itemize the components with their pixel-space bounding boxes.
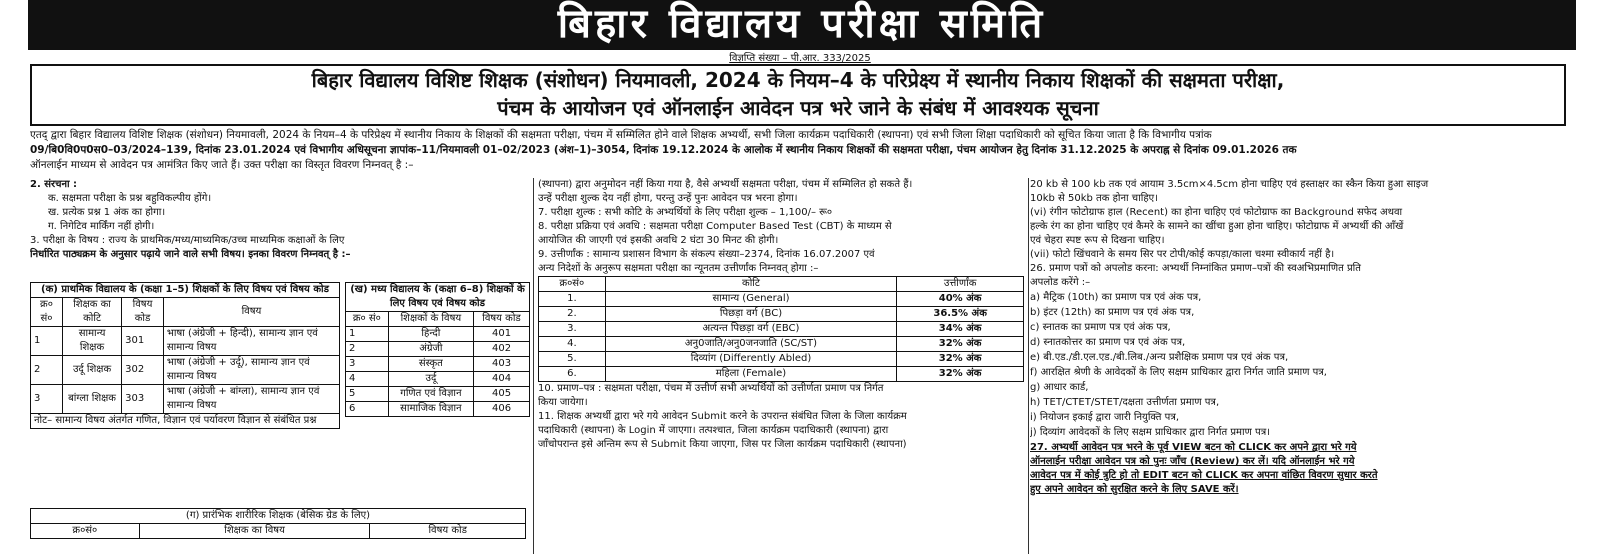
cell: बांग्ला शिक्षक: [62, 385, 121, 414]
cell: उर्दू शिक्षक: [62, 356, 121, 385]
table-row: [31, 327, 340, 356]
cell: 32% अंक: [897, 367, 1024, 382]
table-row: [539, 367, 1024, 382]
item-vi: (vi) रंगीन फोटोग्राफ हाल (Recent) का होना चाहिए एवं फोटोग्राफ का Background सफेद अथवा: [1030, 207, 1403, 218]
table-row: [539, 322, 1024, 337]
col-header: क्र० सं०: [346, 312, 389, 327]
section-11b: पदाधिकारी (स्थापना) के Login में जाएगा। तत्पश्चात, जिला कार्यक्रम पदाधिकारी (स्थापना) द्वारा: [538, 425, 889, 436]
item-vi-b: हल्के रंग का होना चाहिए एवं कैमरे के सामने का खींचा हुआ होना चाहिए। फोटोग्राफ में अभ्यर्थी की आँखें: [1030, 221, 1404, 232]
cell: 403: [474, 357, 530, 372]
cell: 32% अंक: [897, 337, 1024, 352]
cell: 401: [474, 327, 530, 342]
table-row: [346, 402, 530, 417]
section-26: 26. प्रमाण पत्रों को अपलोड करना: अभ्यर्थी निम्नांकित प्रमाण–पत्रों की स्वअभिप्रमाणित प्रति: [1030, 263, 1361, 274]
column-right: [1030, 178, 1570, 554]
item-vii: (vii) फोटो खिंचवाने के समय सिर पर टोपी/कोई कपड़ा/काला चश्मा स्वीकार्य नहीं है।: [1030, 249, 1335, 260]
section-9b: अन्य निदेशों के अनुरूप सक्षमता परीक्षा का न्यूनतम उत्तीर्णांक निम्नवत् होगा :–: [538, 263, 819, 274]
cell: 3.: [539, 322, 606, 337]
col-header: क्र०सं०: [539, 277, 606, 292]
col-header: शिक्षक का कोटि: [62, 298, 121, 327]
table-row: [346, 357, 530, 372]
cell: 1: [31, 327, 63, 356]
table-row: [539, 307, 1024, 322]
section-7: 7. परीक्षा शुल्क : सभी कोटि के अभ्यर्थियों के लिए परीक्षा शुल्क – 1,100/– रू०: [538, 207, 833, 218]
col-header: विषय कोड: [370, 524, 526, 539]
cell: 6: [346, 402, 389, 417]
section-27c: आवेदन पत्र में कोई त्रुटि हो तो EDIT बटन को CLICK कर अपना वांछित विवरण सुधार करते: [1030, 470, 1378, 481]
cell: 3: [31, 385, 63, 414]
section-11: 11. शिक्षक अभ्यर्थी द्वारा भरे गये आवेदन Submit करने के उपरान्त संबंधित जिला के जिला कार्यक्रम: [538, 411, 907, 422]
cell: पिछड़ा वर्ग (BC): [605, 307, 897, 322]
cell: 301: [122, 327, 164, 356]
cell: संस्कृत: [388, 357, 473, 372]
col-header: क्र०सं०: [31, 524, 140, 539]
item-vi-c: एवं चेहरा स्पष्ट रूप से दिखना चाहिए।: [1030, 235, 1165, 246]
col-header: शिक्षक का विषय: [139, 524, 370, 539]
list-item: d) स्नातकोत्तर का प्रमाण पत्र एवं अंक पत्र,: [1030, 337, 1186, 348]
section-26b: अपलोड करेंगे :–: [1030, 277, 1091, 288]
notice-number: विज्ञप्ति संख्या – पी.आर. 333/2025: [729, 53, 871, 64]
cell: 36.5% अंक: [897, 307, 1024, 322]
section-2-heading: 2. संरचना :: [30, 179, 78, 190]
list-item: b) इंटर (12th) का प्रमाण पत्र एवं अंक पत्र,: [1030, 307, 1195, 318]
table-note: नोट– सामान्य विषय अंतर्गत गणित, विज्ञान एवं पर्यावरण विज्ञान से संबंधित प्रश्न: [31, 414, 340, 429]
certificate-list: [1030, 291, 1570, 440]
list-item: g) आधार कार्ड,: [1030, 382, 1089, 393]
section-3-line2: निर्धारित पाठ्यक्रम के अनुसार पढ़ाये जाने वाले सभी विषय। इनका विवरण निम्नवत् है :–: [30, 249, 351, 260]
list-item: i) नियोजन इकाई द्वारा जारी नियुक्ति पत्र,: [1030, 412, 1180, 423]
para-1: (स्थापना) द्वारा अनुमोदन नहीं किया गया है, वैसे अभ्यर्थी सक्षमता परीक्षा, पंचम में सम्मिलित हो सकते हैं।: [538, 179, 913, 190]
cell: 2: [31, 356, 63, 385]
cell: सामाजिक विज्ञान: [388, 402, 473, 417]
cell: 5.: [539, 352, 606, 367]
column-middle: [533, 178, 1029, 554]
cell: 2: [346, 342, 389, 357]
col-header: क्र० सं०: [31, 298, 63, 327]
table-row: [346, 372, 530, 387]
col-header: विषय: [163, 298, 339, 327]
cell: 1.: [539, 292, 606, 307]
table-row: [539, 337, 1024, 352]
section-2-a: क. सक्षमता परीक्षा के प्रश्न बहुविकल्पीय होंगे।: [48, 193, 212, 204]
col-header: उत्तीर्णांक: [897, 277, 1024, 292]
list-item: h) TET/CTET/STET/दक्षता उत्तीर्णता प्रमाण पत्र,: [1030, 397, 1220, 408]
para-2: उन्हें परीक्षा शुल्क देय नहीं होगा, परन्तु उन्हें पुनः आवेदन पत्र भरना होगा।: [538, 193, 798, 204]
section-27: 27. अभ्यर्थी आवेदन पत्र भरने के पूर्व VIEW बटन को CLICK कर अपने द्वारा भरे गये: [1030, 442, 1357, 453]
section-3-heading: 3. परीक्षा के विषय : राज्य के प्राथमिक/मध्य/माध्यमिक/उच्च माध्यमिक कक्षाओं के लिए: [30, 235, 345, 246]
section-2-c: ग. निगेटिव मार्किंग नहीं होगी।: [48, 221, 155, 232]
section-10: 10. प्रमाण–पत्र : सक्षमता परीक्षा, पंचम में उत्तीर्ण सभी अभ्यर्थियों को उत्तीर्णता प्रमाण पत्र निर्गत: [538, 383, 884, 394]
cell: उर्दू: [388, 372, 473, 387]
table-title: (ग) प्रारंभिक शारीरिक शिक्षक (बेसिक ग्रेड के लिए): [31, 509, 526, 524]
table-row: [539, 292, 1024, 307]
intro-paragraph: [30, 128, 1570, 173]
table-title: (ख) मध्य विद्यालय के (कक्षा 6–8) शिक्षकों के लिए विषय एवं विषय कोड: [346, 283, 530, 312]
table-row: [346, 387, 530, 402]
cell: 40% अंक: [897, 292, 1024, 307]
cell: हिन्दी: [388, 327, 473, 342]
list-item: e) बी.एड./डी.एल.एड./बी.लिब./अन्य प्रशैक्षिक प्रमाण पत्र एवं अंक पत्र,: [1030, 352, 1289, 363]
table-title: (क) प्राथमिक विद्यालय के (कक्षा 1–5) शिक्षकों के लिए विषय एवं विषय कोड: [31, 283, 340, 298]
cell: दिव्यांग (Differently Abled): [605, 352, 897, 367]
notice-title: [30, 64, 1566, 126]
table-primary-subjects: [30, 282, 340, 429]
list-item: a) मैट्रिक (10th) का प्रमाण पत्र एवं अंक पत्र,: [1030, 292, 1202, 303]
intro-line-1: एतद् द्वारा बिहार विद्यालय विशिष्ट शिक्षक (संशोधन) नियमावली, 2024 के नियम–4 के परिप्रेक्ष्य में स्थानीय निकाय के शिक्षकों की सक्षमता परीक्षा, पंचम में सम्मिलित होने वाले शिक्षक अभ्यर्थी, सभी जिला कार्यक्रम पदाधिकारी (स्थापना) एवं सभी जिला शिक्षा पदाधिकारी को सूचित किया जाता है कि विभागीय पत्रांक: [30, 129, 1212, 141]
cell: अनु0जाति/अनु0जनजाति (SC/ST): [605, 337, 897, 352]
table-physical-teacher: [30, 508, 526, 539]
section-11c: जाँचोपरान्त इसे अन्तिम रूप से Submit किया जाएगा, जिस पर जिला कार्यक्रम पदाधिकारी (स्थापना): [538, 439, 907, 450]
cell: महिला (Female): [605, 367, 897, 382]
section-10b: किया जायेगा।: [538, 397, 588, 408]
cell: 2.: [539, 307, 606, 322]
column-left: [30, 178, 530, 554]
cell: 405: [474, 387, 530, 402]
cell: 1: [346, 327, 389, 342]
table-row: [346, 342, 530, 357]
table-row: [346, 327, 530, 342]
list-item: j) दिव्यांग आवेदकों के लिए सक्षम प्राधिकार द्वारा निर्गत प्रमाण पत्र।: [1030, 427, 1271, 438]
title-line-2: पंचम के आयोजन एवं ऑनलाईन आवेदन पत्र भरे जाने के संबंध में आवश्यक सूचना: [497, 96, 1099, 120]
intro-line-3: ऑनलाईन माध्यम से आवेदन पत्र आमंत्रित किए जाते हैं। उक्त परीक्षा का विस्तृत विवरण निम्नवत् है :–: [30, 159, 414, 171]
col-header: विषय कोड: [122, 298, 164, 327]
para-2: 10kb से 50kb तक होना चाहिए।: [1030, 193, 1158, 204]
col-header: शिक्षकों के विषय: [388, 312, 473, 327]
cell: 32% अंक: [897, 352, 1024, 367]
section-8b: आयोजित की जाएगी एवं इसकी अवधि 2 घंटा 30 मिनट की होगी।: [538, 235, 779, 246]
cell: 34% अंक: [897, 322, 1024, 337]
cell: भाषा (अंग्रेजी + उर्दू), सामान्य ज्ञान एवं सामान्य विषय: [163, 356, 339, 385]
cell: 3: [346, 357, 389, 372]
org-banner: बिहार विद्यालय परीक्षा समिति: [28, 0, 1576, 50]
para-1: 20 kb से 100 kb तक एवं आयाम 3.5cm×4.5cm होना चाहिए एवं हस्ताक्षर का स्कैन किया हुआ साइज: [1030, 179, 1429, 190]
cell: 6.: [539, 367, 606, 382]
cell: 404: [474, 372, 530, 387]
cell: 302: [122, 356, 164, 385]
cell: भाषा (अंग्रेजी + हिन्दी), सामान्य ज्ञान एवं सामान्य विषय: [163, 327, 339, 356]
cell: 406: [474, 402, 530, 417]
cell: 303: [122, 385, 164, 414]
cell: अत्यन्त पिछड़ा वर्ग (EBC): [605, 322, 897, 337]
title-line-1: बिहार विद्यालय विशिष्ट शिक्षक (संशोधन) नियमावली, 2024 के नियम–4 के परिप्रेक्ष्य में स्थानीय निकाय शिक्षकों की सक्षमता परीक्षा,: [311, 68, 1285, 92]
list-item: c) स्नातक का प्रमाण पत्र एवं अंक पत्र,: [1030, 322, 1171, 333]
cell: सामान्य (General): [605, 292, 897, 307]
cell: 5: [346, 387, 389, 402]
table-row: [31, 385, 340, 414]
cell: 4: [346, 372, 389, 387]
cell: भाषा (अंग्रेजी + बांग्ला), सामान्य ज्ञान एवं सामान्य विषय: [163, 385, 339, 414]
cell: 4.: [539, 337, 606, 352]
section-27d: हुए अपने आवेदन को सुरक्षित करने के लिए SAVE करें।: [1030, 484, 1239, 495]
section-8: 8. परीक्षा प्रक्रिया एवं अवधि : सक्षमता परीक्षा Computer Based Test (CBT) के माध्यम से: [538, 221, 892, 232]
table-middle-subjects: [345, 282, 530, 417]
section-27b: ऑनलाईन परीक्षा आवेदन पत्र को पुनः जाँच (Review) कर लें। यदि ऑनलाईन भरे गये: [1030, 456, 1355, 467]
section-9: 9. उत्तीर्णांक : सामान्य प्रशासन विभाग के संकल्प संख्या–2374, दिनांक 16.07.2007 एवं: [538, 249, 875, 260]
cell: गणित एवं विज्ञान: [388, 387, 473, 402]
table-row: [539, 352, 1024, 367]
col-header: विषय कोड: [474, 312, 530, 327]
col-header: कोटि: [605, 277, 897, 292]
cell: 402: [474, 342, 530, 357]
table-pass-marks: [538, 276, 1024, 382]
cell: अंग्रेजी: [388, 342, 473, 357]
section-2-b: ख. प्रत्येक प्रश्न 1 अंक का होगा।: [48, 207, 166, 218]
intro-line-2: 09/बि0वि0प0स0–03/2024–139, दिनांक 23.01.2024 एवं विभागीय अधिसूचना ज्ञापांक–11/नियमावली 01–02/2023 (अंश–1)–3054, दिनांक 19.12.2024 के आलोक में स्थानीय निकाय शिक्षकों की सक्षमता परीक्षा, पंचम आयोजन हेतु दिनांक 31.12.2025 के अपराह्न से दिनांक 09.01.2026 तक: [30, 144, 1297, 156]
table-row: [31, 356, 340, 385]
cell: सामान्य शिक्षक: [62, 327, 121, 356]
list-item: f) आरक्षित श्रेणी के आवेदकों के लिए सक्षम प्राधिकार द्वारा निर्गत जाति प्रमाण पत्र,: [1030, 367, 1327, 378]
